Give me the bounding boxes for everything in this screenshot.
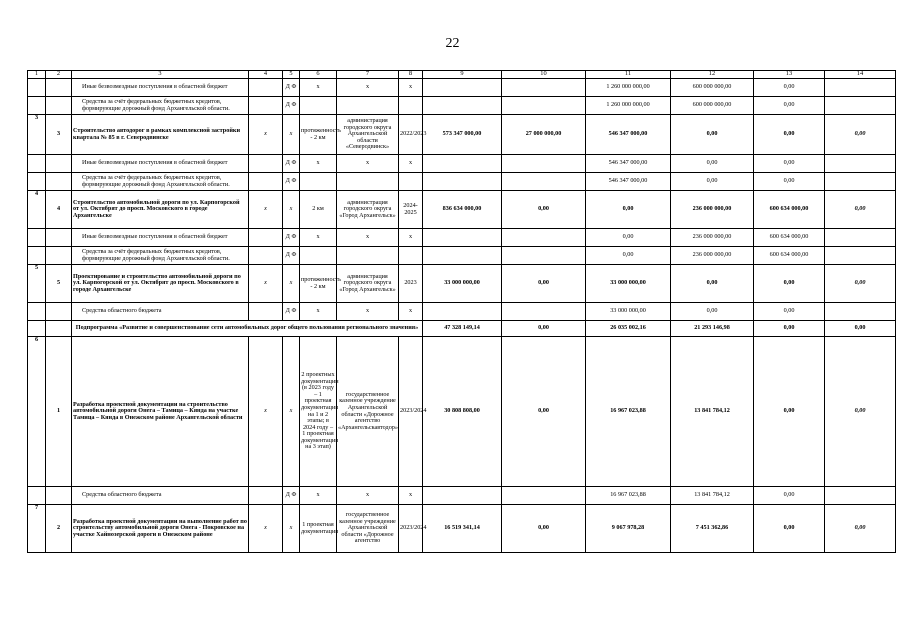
value-cell-c9: 16 519 341,14	[423, 505, 502, 553]
value-cell-c13: 600 634 000,00	[754, 247, 825, 265]
value-cell-c12: 0,00	[671, 155, 754, 173]
page-number: 22	[445, 36, 460, 51]
value-cell-c11: 0,00	[586, 247, 671, 265]
value-cell-c13: 600 634 000,00	[754, 229, 825, 247]
column-number-cell: 4	[249, 71, 283, 79]
row-number-cell	[28, 321, 46, 337]
value-cell-c12: 236 000 000,00	[671, 229, 754, 247]
funding-source-row	[28, 247, 896, 265]
value-cell-c4	[249, 97, 283, 115]
row-number-cell	[28, 303, 46, 321]
value-cell-c7: государственное казенное учреждение Архангельской области «Дорожное агентство	[337, 505, 399, 553]
item-number-cell: 2	[46, 505, 72, 553]
value-cell-c13: 0,00	[754, 115, 825, 155]
row-number-cell	[28, 173, 46, 191]
value-cell-c14	[825, 229, 896, 247]
column-number-cell: 11	[586, 71, 671, 79]
value-cell-c13: 0,00	[754, 487, 825, 505]
value-cell-c12: 0,00	[671, 173, 754, 191]
value-cell-c11: 1 260 000 000,00	[586, 79, 671, 97]
subprogram-value-c13: 0,00	[754, 321, 825, 337]
column-number-cell: 1	[28, 71, 46, 79]
value-cell-c11: 1 260 000 000,00	[586, 97, 671, 115]
item-number-cell: 5	[46, 265, 72, 303]
value-cell-c14	[825, 79, 896, 97]
column-number-cell: 5	[283, 71, 300, 79]
column-number-cell: 10	[502, 71, 586, 79]
value-cell-c7: х	[337, 79, 399, 97]
value-cell-c12: 7 451 362,86	[671, 505, 754, 553]
value-cell-c10: 0,00	[502, 337, 586, 487]
column-number-cell: 9	[423, 71, 502, 79]
column-number-cell: 2	[46, 71, 72, 79]
value-cell-c12: 0,00	[671, 303, 754, 321]
value-cell-c14: 0,00	[825, 191, 896, 229]
row-number-cell: 7	[28, 505, 46, 553]
value-cell-c7	[337, 97, 399, 115]
value-cell-c14	[825, 155, 896, 173]
value-cell-c6: х	[300, 79, 337, 97]
value-cell-c14	[825, 487, 896, 505]
value-cell-c11: 33 000 000,00	[586, 303, 671, 321]
value-cell-c13: 0,00	[754, 97, 825, 115]
value-cell-c10: 0,00	[502, 505, 586, 553]
funding-source-row	[28, 97, 896, 115]
row-number-cell	[28, 247, 46, 265]
value-cell-c7: администрация городского округа Архангельской области «Северодвинск»	[337, 115, 399, 155]
value-cell-c6: х	[300, 155, 337, 173]
value-cell-c10	[502, 487, 586, 505]
value-cell-c5: Д Ф	[283, 229, 300, 247]
value-cell-c9	[423, 155, 502, 173]
value-cell-c12: 600 000 000,00	[671, 97, 754, 115]
item-name-cell: Средства областного бюджета	[72, 303, 249, 321]
value-cell-c4	[249, 247, 283, 265]
row-number-cell: 6	[28, 337, 46, 487]
subprogram-value-c14: 0,00	[825, 321, 896, 337]
item-number-cell	[46, 229, 72, 247]
value-cell-c14	[825, 173, 896, 191]
column-number-cell: 3	[72, 71, 249, 79]
value-cell-c4: х	[249, 265, 283, 303]
item-name-cell: Иные безвозмездные поступления в областной бюджет	[72, 79, 249, 97]
item-name-cell: Средства за счёт федеральных бюджетных кредитов, формирующие дорожный фонд Архангельской области.	[72, 97, 249, 115]
value-cell-c9	[423, 487, 502, 505]
value-cell-c6: х	[300, 303, 337, 321]
value-cell-c9	[423, 247, 502, 265]
item-number-cell	[46, 173, 72, 191]
value-cell-c14: 0,00	[825, 505, 896, 553]
item-number-cell: 1	[46, 337, 72, 487]
value-cell-c7: х	[337, 303, 399, 321]
subprogram-value-c11: 26 035 002,16	[586, 321, 671, 337]
value-cell-c12: 600 000 000,00	[671, 79, 754, 97]
value-cell-c6: протяженность - 2 км	[300, 115, 337, 155]
row-number-cell: 3	[28, 115, 46, 155]
value-cell-c6: 2 проектных документации (в 2023 году – 1 проектная документация на 1 и 2 этапы; в 2024 году – 1 проектная документация на 3 этап)	[300, 337, 337, 487]
item-name-cell: Средства за счёт федеральных бюджетных кредитов, формирующие дорожный фонд Архангельской области.	[72, 247, 249, 265]
value-cell-c11: 16 967 023,88	[586, 337, 671, 487]
value-cell-c7: х	[337, 155, 399, 173]
item-number-cell	[46, 79, 72, 97]
value-cell-c5: Д Ф	[283, 173, 300, 191]
value-cell-c9: 30 808 808,00	[423, 337, 502, 487]
value-cell-c9	[423, 303, 502, 321]
value-cell-c4	[249, 303, 283, 321]
value-cell-c8: 2022/2023	[399, 115, 423, 155]
value-cell-c5: Д Ф	[283, 247, 300, 265]
column-number-cell: 13	[754, 71, 825, 79]
value-cell-c11: 16 967 023,88	[586, 487, 671, 505]
value-cell-c10	[502, 247, 586, 265]
value-cell-c9: 33 000 000,00	[423, 265, 502, 303]
row-number-cell	[28, 155, 46, 173]
subprogram-value-c10: 0,00	[502, 321, 586, 337]
value-cell-c13: 0,00	[754, 173, 825, 191]
item-number-cell	[46, 247, 72, 265]
value-cell-c13: 600 634 000,00	[754, 191, 825, 229]
value-cell-c11: 9 067 978,28	[586, 505, 671, 553]
column-number-cell: 12	[671, 71, 754, 79]
value-cell-c11: 546 347 000,00	[586, 173, 671, 191]
value-cell-c10: 27 000 000,00	[502, 115, 586, 155]
object-row	[28, 337, 896, 487]
value-cell-c8: 2024-2025	[399, 191, 423, 229]
value-cell-c6: 1 проектная документация	[300, 505, 337, 553]
item-name-cell: Средства за счёт федеральных бюджетных кредитов, формирующие дорожный фонд Архангельской области.	[72, 173, 249, 191]
row-number-cell	[28, 97, 46, 115]
value-cell-c7: администрация городского округа «Город Архангельск»	[337, 265, 399, 303]
value-cell-c4: х	[249, 115, 283, 155]
value-cell-c4	[249, 79, 283, 97]
value-cell-c6	[300, 173, 337, 191]
value-cell-c14	[825, 247, 896, 265]
value-cell-c4	[249, 487, 283, 505]
value-cell-c14: 0,00	[825, 265, 896, 303]
value-cell-c14: 0,00	[825, 115, 896, 155]
value-cell-c4	[249, 173, 283, 191]
value-cell-c13: 0,00	[754, 505, 825, 553]
value-cell-c8: х	[399, 229, 423, 247]
row-number-cell: 4	[28, 191, 46, 229]
item-number-cell	[46, 303, 72, 321]
value-cell-c10	[502, 229, 586, 247]
value-cell-c9	[423, 229, 502, 247]
value-cell-c12: 0,00	[671, 115, 754, 155]
value-cell-c5: х	[283, 115, 300, 155]
item-name-cell: Разработка проектной документации на выполнение работ по строительству автомобильной дороги Онега - Покровское на участке Хайнозерской дороги в Онежском районе	[72, 505, 249, 553]
subprogram-name-cell: Подпрограмма «Развитие и совершенствование сети автомобильных дорог общего пользования регионального значения»	[72, 321, 423, 337]
value-cell-c7: государственное казенное учреждение Архангельской области «Дорожное агентство «Архангельскавтодор»	[337, 337, 399, 487]
funding-source-row	[28, 173, 896, 191]
value-cell-c8: х	[399, 487, 423, 505]
value-cell-c5: Д Ф	[283, 97, 300, 115]
value-cell-c5: х	[283, 265, 300, 303]
value-cell-c5: х	[283, 505, 300, 553]
value-cell-c6: х	[300, 487, 337, 505]
column-number-cell: 14	[825, 71, 896, 79]
value-cell-c9	[423, 173, 502, 191]
value-cell-c11: 33 000 000,00	[586, 265, 671, 303]
value-cell-c9	[423, 97, 502, 115]
value-cell-c8	[399, 97, 423, 115]
value-cell-c11: 546 347 000,00	[586, 115, 671, 155]
value-cell-c6: 2 км	[300, 191, 337, 229]
value-cell-c7: х	[337, 487, 399, 505]
value-cell-c9: 836 634 000,00	[423, 191, 502, 229]
value-cell-c13: 0,00	[754, 265, 825, 303]
value-cell-c13: 0,00	[754, 79, 825, 97]
value-cell-c4	[249, 155, 283, 173]
item-name-cell: Разработка проектной документации на строительство автомобильной дороги Онега – Тамица – Кянда на участке Тамица – Кянда в Онежском районе Архангельской области	[72, 337, 249, 487]
value-cell-c10	[502, 155, 586, 173]
value-cell-c10: 0,00	[502, 265, 586, 303]
value-cell-c8: х	[399, 79, 423, 97]
value-cell-c6: протяженность - 2 км	[300, 265, 337, 303]
value-cell-c10	[502, 79, 586, 97]
value-cell-c10: 0,00	[502, 191, 586, 229]
value-cell-c5: Д Ф	[283, 79, 300, 97]
subprogram-value-c9: 47 328 149,14	[423, 321, 502, 337]
value-cell-c8: 2023	[399, 265, 423, 303]
item-number-cell	[46, 97, 72, 115]
funding-source-row	[28, 155, 896, 173]
item-name-cell: Иные безвозмездные поступления в областной бюджет	[72, 155, 249, 173]
value-cell-c13: 0,00	[754, 337, 825, 487]
value-cell-c7	[337, 173, 399, 191]
funding-source-row	[28, 303, 896, 321]
value-cell-c4: х	[249, 191, 283, 229]
value-cell-c6	[300, 247, 337, 265]
value-cell-c5: Д Ф	[283, 487, 300, 505]
value-cell-c4: х	[249, 505, 283, 553]
funding-source-row	[28, 229, 896, 247]
item-number-cell	[46, 155, 72, 173]
row-number-cell: 5	[28, 265, 46, 303]
subprogram-row	[28, 321, 896, 337]
value-cell-c8	[399, 173, 423, 191]
row-number-cell	[28, 229, 46, 247]
value-cell-c11: 0,00	[586, 191, 671, 229]
value-cell-c12: 13 841 784,12	[671, 487, 754, 505]
value-cell-c7	[337, 247, 399, 265]
value-cell-c12: 13 841 784,12	[671, 337, 754, 487]
value-cell-c10	[502, 173, 586, 191]
budget-table	[27, 70, 896, 553]
value-cell-c8	[399, 247, 423, 265]
value-cell-c14	[825, 97, 896, 115]
value-cell-c13: 0,00	[754, 155, 825, 173]
value-cell-c8: х	[399, 155, 423, 173]
value-cell-c12: 236 000 000,00	[671, 247, 754, 265]
value-cell-c7: х	[337, 229, 399, 247]
value-cell-c4: х	[249, 337, 283, 487]
value-cell-c7: администрация городского округа «Город Архангельск»	[337, 191, 399, 229]
funding-source-row	[28, 487, 896, 505]
value-cell-c5: х	[283, 191, 300, 229]
object-row	[28, 115, 896, 155]
value-cell-c14: 0,00	[825, 337, 896, 487]
item-number-cell	[46, 321, 72, 337]
value-cell-c10	[502, 97, 586, 115]
row-number-cell	[28, 79, 46, 97]
value-cell-c5: Д Ф	[283, 155, 300, 173]
value-cell-c11: 546 347 000,00	[586, 155, 671, 173]
value-cell-c9	[423, 79, 502, 97]
value-cell-c8: 2023/2024	[399, 505, 423, 553]
object-row	[28, 265, 896, 303]
value-cell-c8: х	[399, 303, 423, 321]
value-cell-c5: Д Ф	[283, 303, 300, 321]
item-number-cell: 3	[46, 115, 72, 155]
value-cell-c11: 0,00	[586, 229, 671, 247]
column-number-row	[28, 71, 896, 79]
value-cell-c8: 2023/2024	[399, 337, 423, 487]
object-row	[28, 505, 896, 553]
value-cell-c13: 0,00	[754, 303, 825, 321]
item-name-cell: Иные безвозмездные поступления в областной бюджет	[72, 229, 249, 247]
value-cell-c6: х	[300, 229, 337, 247]
value-cell-c4	[249, 229, 283, 247]
object-row	[28, 191, 896, 229]
column-number-cell: 6	[300, 71, 337, 79]
subprogram-value-c12: 21 293 146,98	[671, 321, 754, 337]
item-number-cell: 4	[46, 191, 72, 229]
item-name-cell: Строительство автомобильной дороги по ул. Карпогорской от ул. Октябрят до просп. Московского в городе Архангельске	[72, 191, 249, 229]
column-number-cell: 8	[399, 71, 423, 79]
value-cell-c12: 0,00	[671, 265, 754, 303]
item-name-cell: Строительство автодорог в рамках комплексной застройки квартала № 85 в г. Северодвинске	[72, 115, 249, 155]
value-cell-c14	[825, 303, 896, 321]
item-name-cell: Проектирование и строительство автомобильной дороги по ул. Карпогорской от ул. Октябрят до просп. Московского в городе Архангельске	[72, 265, 249, 303]
row-number-cell	[28, 487, 46, 505]
funding-source-row	[28, 79, 896, 97]
value-cell-c5: х	[283, 337, 300, 487]
value-cell-c9: 573 347 000,00	[423, 115, 502, 155]
item-name-cell: Средства областного бюджета	[72, 487, 249, 505]
value-cell-c10	[502, 303, 586, 321]
value-cell-c6	[300, 97, 337, 115]
value-cell-c12: 236 000 000,00	[671, 191, 754, 229]
column-number-cell: 7	[337, 71, 399, 79]
item-number-cell	[46, 487, 72, 505]
